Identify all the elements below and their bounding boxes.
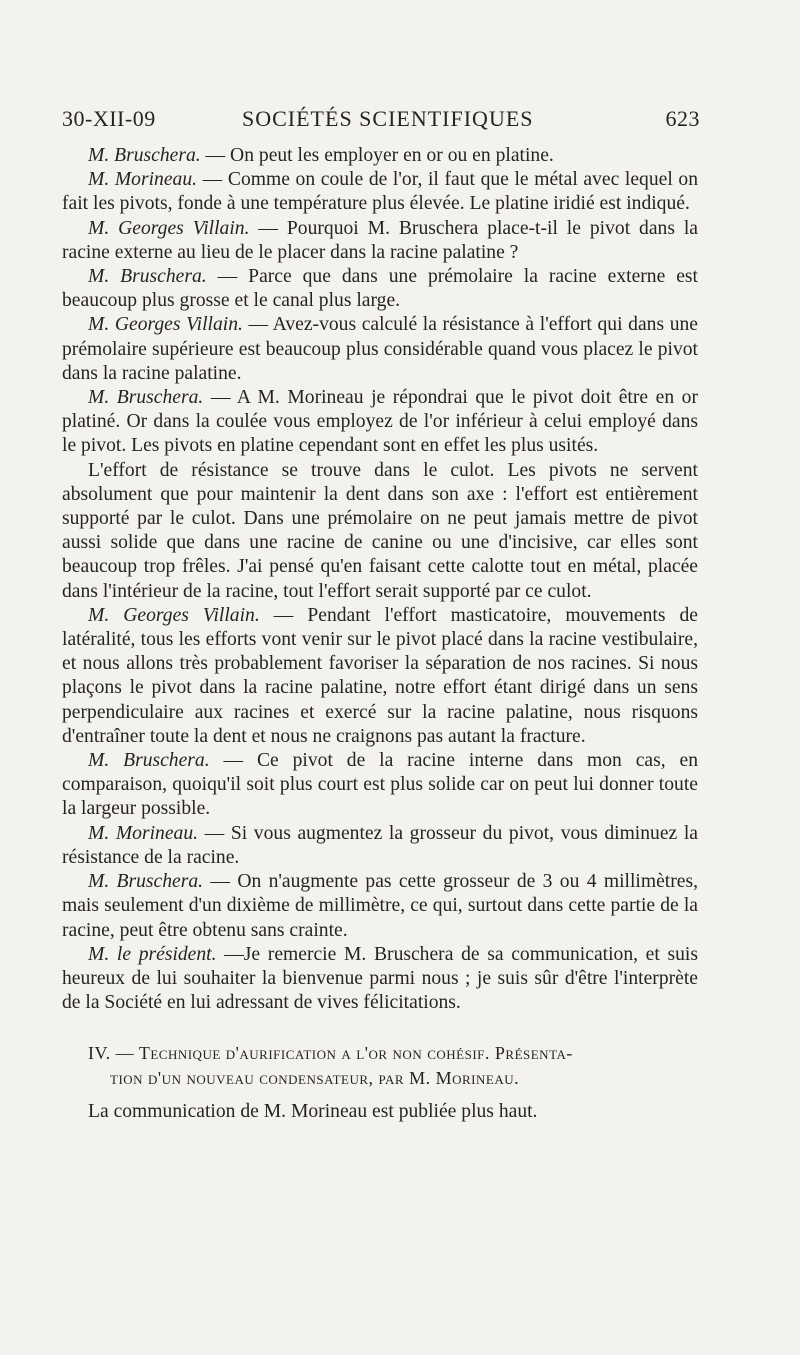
page-number: 623: [665, 106, 700, 131]
article-body: [62, 144, 698, 1124]
running-header: [62, 106, 700, 138]
paragraph-text: — Comme on coule de l'or, il faut que le métal avec lequel on fait les pivots, fonde à une température plus élevée. Le platine iridié est indiqué.: [62, 169, 698, 215]
speaker-name: M. le président.: [88, 943, 217, 965]
speaker-name: M. Georges Villain.: [88, 604, 260, 626]
speaker-name: M. Bruschera.: [88, 145, 201, 166]
speaker-name: M. Bruschera.: [88, 387, 204, 409]
paragraph: [62, 168, 698, 216]
paragraph: [62, 144, 698, 168]
speaker-name: M. Bruschera.: [88, 266, 207, 288]
speaker-name: M. Morineau.: [88, 822, 199, 844]
section-heading-continued: tion d'un nouveau condensateur, par M. Morineau.: [110, 1067, 520, 1088]
paragraph: [62, 749, 698, 822]
paragraph-text: — Pendant l'effort masticatoire, mouvements de latéralité, tous les efforts vont venir sur le pivot placé dans la racine vestibulaire, et nous allons très probablement favoriser la séparation de nos racines. Si nous plaçons le pivot dans la racine palatine, notre effort étant dirigé dans un sens perpendiculaire aux racines et exercé sur la racine palatine, nous risquons d'entraîner toute la dent et nous ne craignons pas autant la fracture.: [62, 604, 698, 747]
paragraph: [62, 870, 698, 943]
paragraph: [62, 604, 698, 749]
paragraph: [62, 822, 698, 870]
paragraph-text: — On peut les employer en or ou en platine.: [200, 145, 554, 166]
paragraph-text: — Avez-vous calculé la résistance à l'effort qui dans une prémolaire supérieure est beaucoup plus considérable quand vous placez le pivot dans la racine palatine.: [62, 314, 698, 384]
speaker-name: M. Georges Villain.: [88, 314, 243, 336]
speaker-name: M. Georges Villain.: [88, 217, 250, 239]
speaker-name: M. Bruschera.: [88, 750, 210, 772]
speaker-name: M. Morineau.: [88, 169, 198, 191]
section-heading: IV. — Technique d'aurification a l'or non cohésif. Présenta-: [88, 1043, 573, 1064]
paragraph: [62, 217, 698, 265]
paragraph-text: — Parce que dans une prémolaire la racine externe est beaucoup plus grosse et le canal plus large.: [62, 266, 698, 312]
paragraph-text: —Je remercie M. Bruschera de sa communication, et suis heureux de lui souhaiter la bienvenue parmi nous ; je suis sûr d'être l'interprète de la Société en lui adressant de vives félicitations.: [62, 943, 698, 1014]
paragraph-text: L'effort de résistance se trouve dans le culot. Les pivots ne servent absolument que pour maintenir la dent dans son axe : l'effort est entièrement supporté par le culot. Dans une prémolaire on ne peut jamais mettre de pivot aussi solide que dans une racine de canine ou une d'incisive, car elles sont beaucoup trop frêles. J'ai pensé qu'en faisant cette calotte tout en métal, placée dans l'intérieur de la racine, tout l'effort serait supporté par ce culot.: [62, 459, 698, 602]
paragraph: [62, 313, 698, 386]
paragraph: [62, 265, 698, 313]
paragraph-text: — Ce pivot de la racine interne dans mon cas, en comparaison, quoiqu'il soit plus court est plus solide car on peut lui donner toute la largeur possible.: [62, 750, 698, 820]
closing-note: La communication de M. Morineau est publiée plus haut.: [88, 1100, 538, 1122]
speaker-name: M. Bruschera.: [88, 871, 204, 893]
paragraph-text: — Si vous augmentez la grosseur du pivot, vous diminuez la résistance de la racine.: [62, 822, 698, 868]
paragraph-text: — On n'augmente pas cette grosseur de 3 ou 4 millimètres, mais seulement d'un dixième de millimètre, ce qui, surtout dans cette partie de la racine, peut être obtenu sans crainte.: [62, 871, 698, 941]
paragraph-text: — Pourquoi M. Bruschera place-t-il le pivot dans la racine externe au lieu de le placer dans la racine palatine ?: [62, 217, 698, 263]
paragraph-text: — A M. Morineau je répondrai que le pivot doit être en or platiné. Or dans la coulée vous employez de l'or inférieur à celui employé dans le pivot. Les pivots en platine cependant sont en effet les plus usités.: [62, 387, 698, 457]
header-date: 30-XII-09: [62, 106, 156, 131]
paragraph: [62, 386, 698, 459]
header-title: SOCIÉTÉS SCIENTIFIQUES: [242, 106, 534, 131]
paragraph: [62, 459, 698, 604]
paragraph: [62, 943, 698, 1016]
